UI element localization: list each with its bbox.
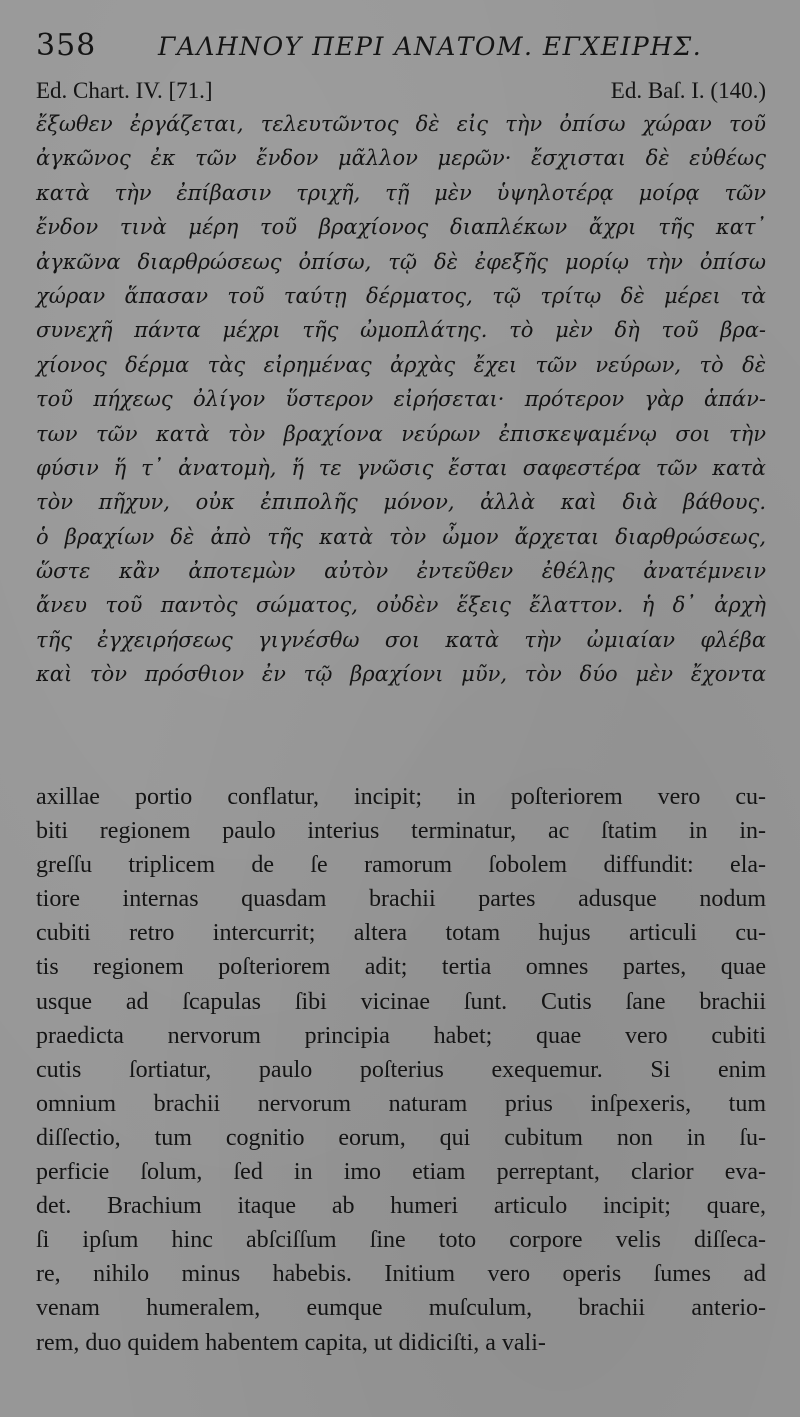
- latin-text-line: rem, duo quidem habentem capita, ut didiciſti, a vali-: [36, 1329, 546, 1356]
- latin-text-line: det. Brachium itaque ab humeri articulo incipit; quare,: [36, 1193, 766, 1220]
- greek-text-line: ἀγκῶνος ἐκ τῶν ἔνδον μᾶλλον μερῶν· ἔσχισται δὲ εὐθέως: [36, 146, 766, 171]
- greek-text-line: τῆς ἐγχειρήσεως γιγνέσθω σοι κατὰ τὴν ὠμιαίαν φλέβα: [36, 627, 766, 652]
- latin-text-line: usque ad ſcapulas ſibi vicinae ſunt. Cutis ſane brachii: [36, 988, 766, 1015]
- page-header: [36, 28, 766, 68]
- latin-text-line: praedicta nervorum principia habet; quae vero cubiti: [36, 1022, 766, 1049]
- greek-text-block: [36, 107, 766, 692]
- greek-text-line: καὶ τὸν πρόσθιον ἐν τῷ βραχίονι μῦν, τὸν δύο μὲν ἔχοντα: [36, 662, 766, 687]
- latin-text-line: tis regionem poſteriorem adit; tertia omnes partes, quae: [36, 954, 766, 981]
- greek-text-line: των τῶν κατὰ τὸν βραχίονα νεύρων ἐπισκεψαμένῳ σοι τὴν: [36, 421, 766, 446]
- latin-text-block: [36, 780, 766, 1360]
- page-number: 358: [36, 28, 97, 63]
- latin-text-line: tiore internas quasdam brachii partes adusque nodum: [36, 886, 766, 913]
- greek-text-line: ἔνδον τινὰ μέρη τοῦ βραχίονος διαπλέκων ἄχρι τῆς κατ᾽: [36, 215, 766, 240]
- greek-text-line: ἄνευ τοῦ παντὸς σώματος, οὐδὲν ἕξεις ἔλαττον. ἡ δ᾽ ἀρχὴ: [36, 593, 766, 618]
- greek-text-line: τοῦ πήχεως ὀλίγον ὕστερον εἰρήσεται· πρότερον γὰρ ἁπάν-: [36, 387, 766, 412]
- latin-text-line: venam humeralem, eumque muſculum, brachii anterio-: [36, 1295, 766, 1322]
- latin-text-line: re, nihilo minus habebis. Initium vero operis ſumes ad: [36, 1261, 766, 1288]
- running-title: ΓΑΛΗΝΟΥ ΠΕΡΙ ΑΝΑΤΟΜ. ΕΓΧΕΙΡΗΣ.: [158, 32, 703, 61]
- greek-text-line: κατὰ τὴν ἐπίβασιν τριχῆ, τῇ μὲν ὑψηλοτέρᾳ μοίρᾳ τῶν: [36, 180, 766, 205]
- latin-text-line: diſſectio, tum cognitio eorum, qui cubitum non in ſu-: [36, 1124, 766, 1151]
- latin-text-line: biti regionem paulo interius terminatur, ac ſtatim in in-: [36, 818, 766, 845]
- latin-text-line: cubiti retro intercurrit; altera totam hujus articuli cu-: [36, 920, 766, 947]
- latin-text-line: ſi ipſum hinc abſciſſum ſine toto corpore velis diſſeca-: [36, 1227, 766, 1254]
- edition-reference-left: Ed. Chart. IV. [71.]: [36, 78, 213, 103]
- edition-reference-line: [36, 78, 766, 108]
- edition-reference-right: Ed. Baſ. I. (140.): [610, 78, 766, 103]
- latin-text-line: omnium brachii nervorum naturam prius inſpexeris, tum: [36, 1090, 766, 1117]
- latin-text-line: greſſu triplicem de ſe ramorum ſobolem diffundit: ela-: [36, 852, 766, 879]
- greek-text-line: τὸν πῆχυν, οὐκ ἐπιπολῆς μόνον, ἀλλὰ καὶ διὰ βάθους.: [36, 490, 766, 515]
- greek-text-line: συνεχῆ πάντα μέχρι τῆς ὠμοπλάτης. τὸ μὲν δὴ τοῦ βρα-: [36, 318, 766, 343]
- latin-text-line: perficie ſolum, ſed in imo etiam perreptant, clarior eva-: [36, 1159, 766, 1186]
- greek-text-line: φύσιν ἥ τ᾽ ἀνατομὴ, ἥ τε γνῶσις ἔσται σαφεστέρα τῶν κατὰ: [36, 455, 766, 480]
- greek-text-line: χώραν ἅπασαν τοῦ ταύτῃ δέρματος, τῷ τρίτῳ δὲ μέρει τὰ: [36, 283, 766, 308]
- latin-text-line: cutis ſortiatur, paulo poſterius exequemur. Si enim: [36, 1056, 766, 1083]
- greek-text-line: ἀγκῶνα διαρθρώσεως ὀπίσω, τῷ δὲ ἐφεξῆς μορίῳ τὴν ὀπίσω: [36, 249, 766, 274]
- greek-text-line: ὁ βραχίων δὲ ἀπὸ τῆς κατὰ τὸν ὦμον ἄρχεται διαρθρώσεως,: [36, 524, 766, 549]
- greek-text-line: χίονος δέρμα τὰς εἰρημένας ἀρχὰς ἔχει τῶν νεύρων, τὸ δὲ: [36, 352, 766, 377]
- greek-text-line: ὥστε κἂν ἀποτεμὼν αὐτὸν ἐντεῦθεν ἐθέλῃς ἀνατέμνειν: [36, 559, 766, 584]
- greek-text-line: ἔξωθεν ἐργάζεται, τελευτῶντος δὲ εἰς τὴν ὀπίσω χώραν τοῦ: [36, 112, 766, 136]
- latin-text-line: axillae portio conflatur, incipit; in poſteriorem vero cu-: [36, 784, 766, 810]
